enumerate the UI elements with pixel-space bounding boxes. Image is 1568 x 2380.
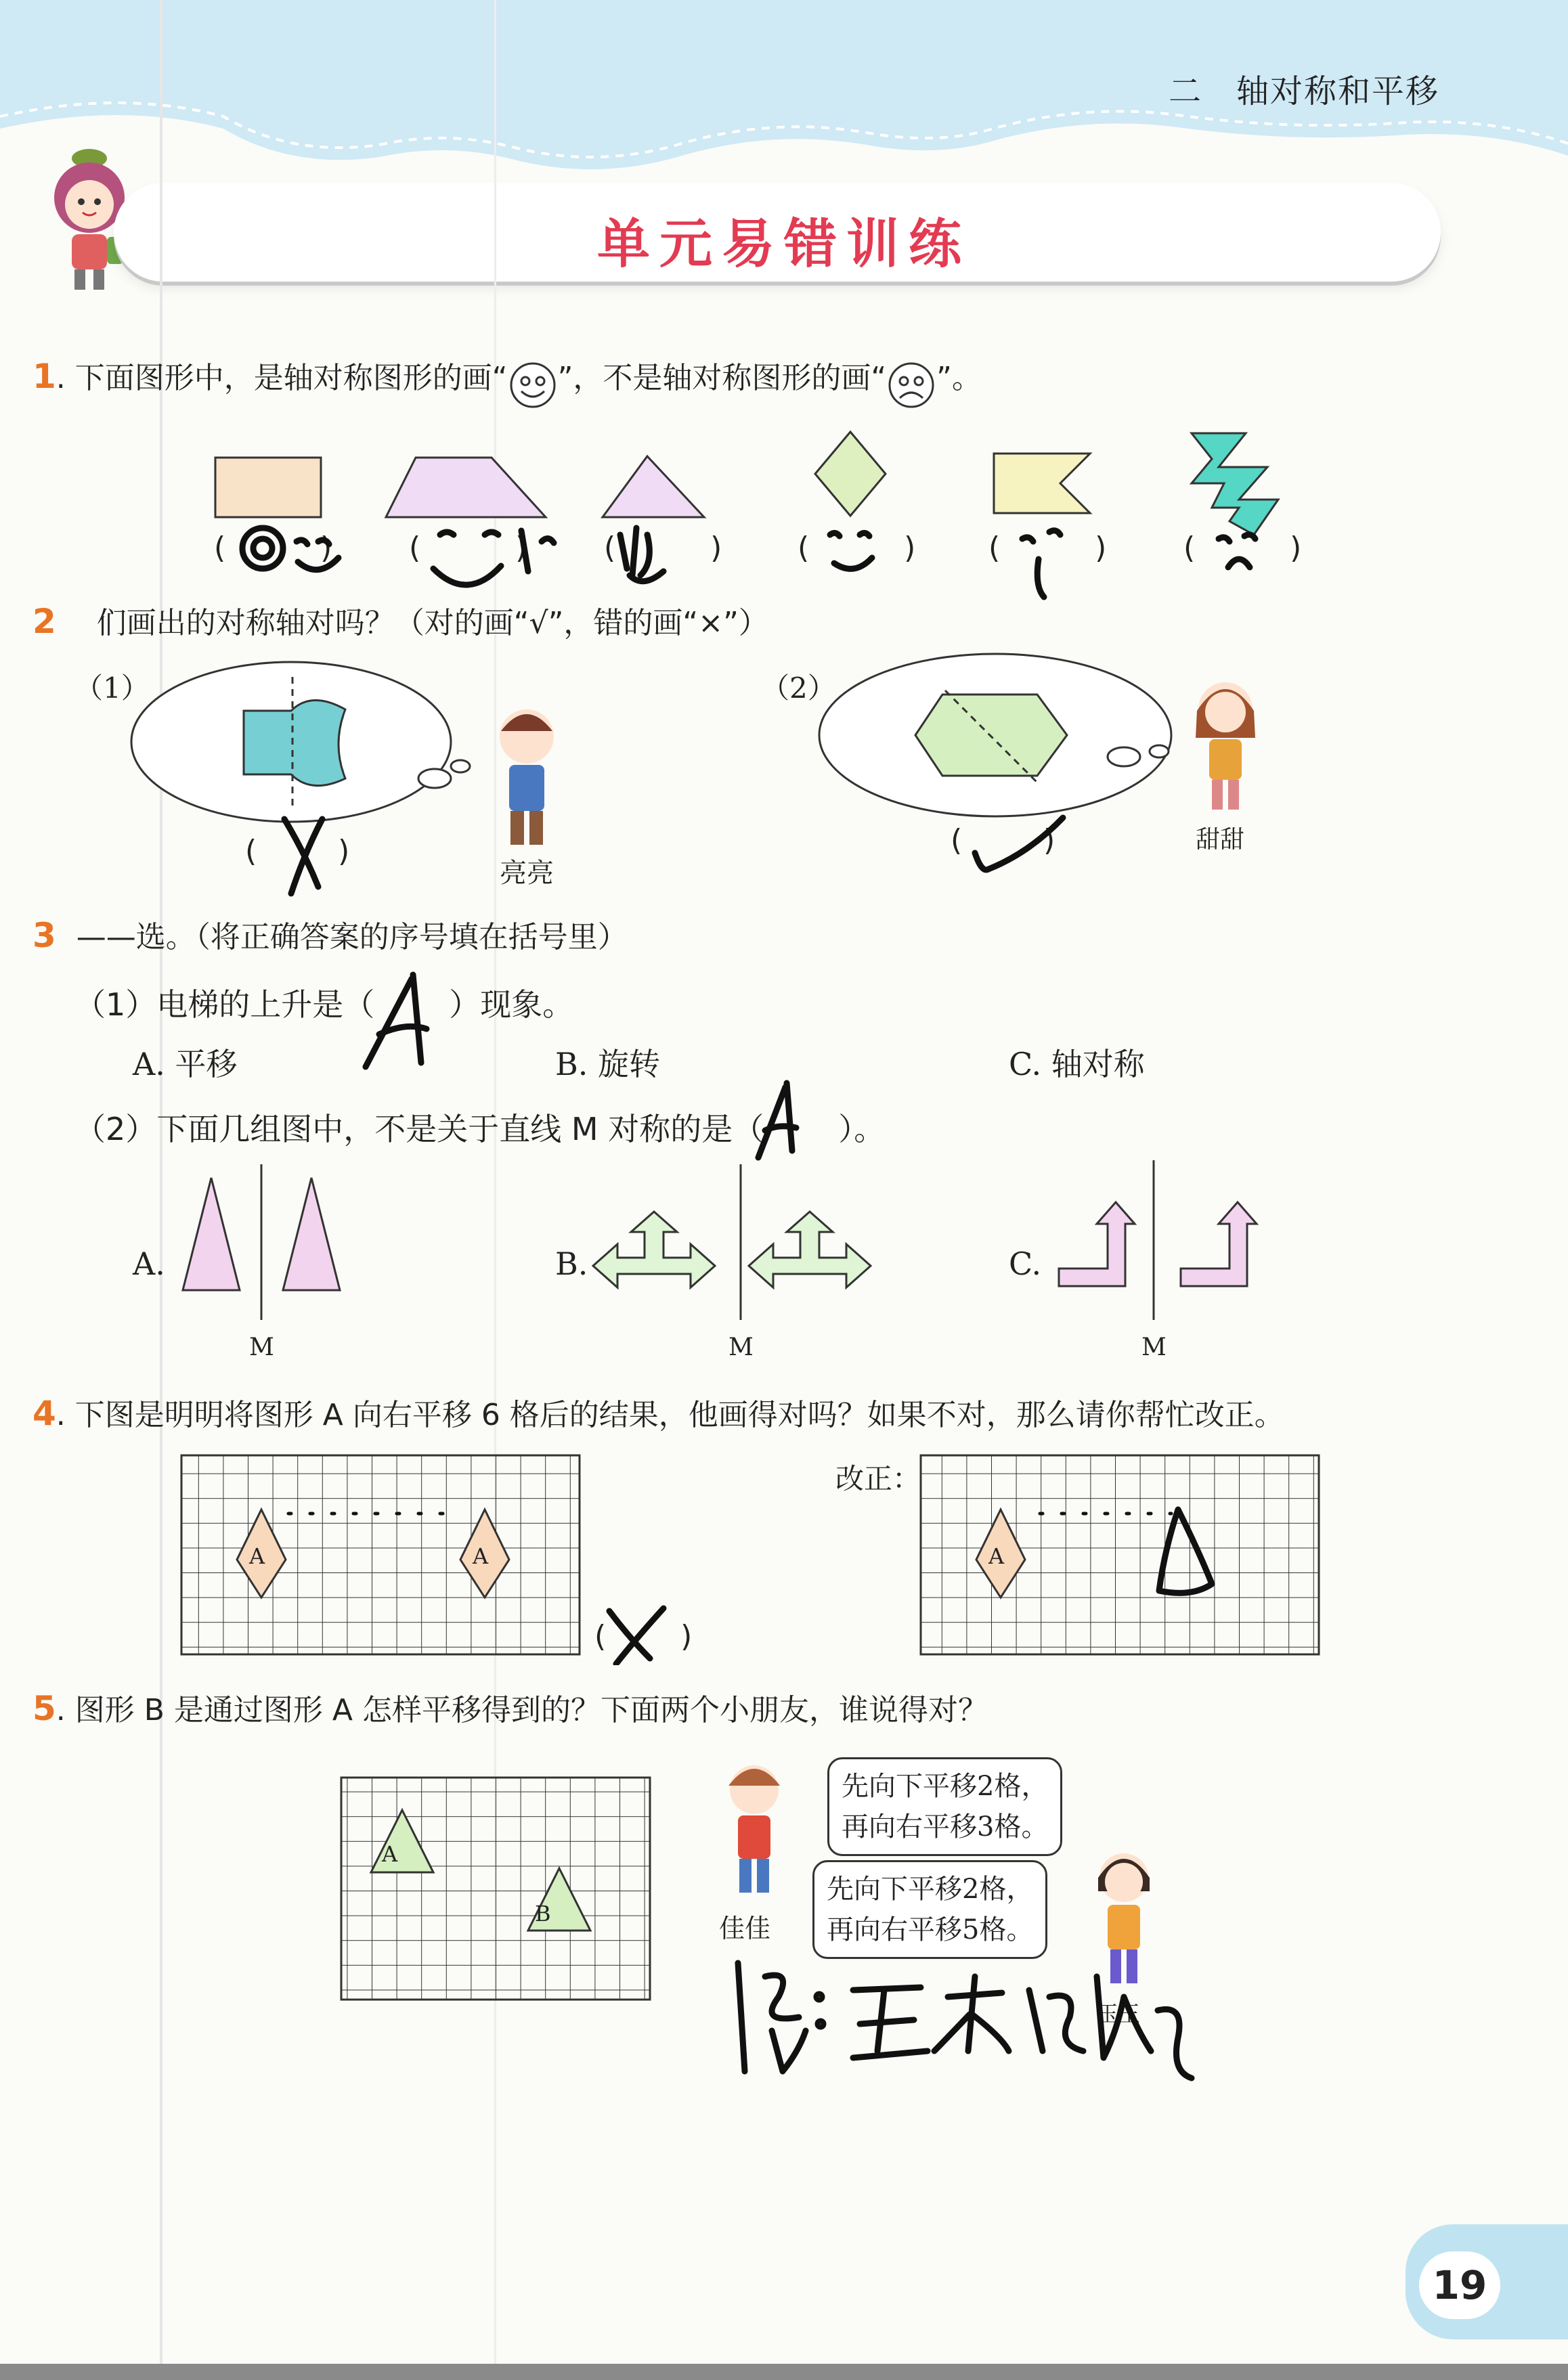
answer-paren: ( ) xyxy=(951,823,1055,858)
question-number: 4 xyxy=(32,1394,56,1433)
speech-bubble: 先向下平移2格， 再向右平移3格。 xyxy=(827,1757,1062,1856)
character-name: 亮亮 xyxy=(500,858,554,889)
question-text: ”。 xyxy=(936,361,982,395)
question-2 xyxy=(32,598,768,642)
question-5 xyxy=(32,1685,988,1729)
question-number: 1 xyxy=(32,357,56,396)
shape-label: A xyxy=(988,1543,1005,1569)
q4-grids xyxy=(0,1449,1568,1665)
question-1 xyxy=(32,353,982,410)
correction-label: 改正： xyxy=(835,1462,921,1495)
answer-paren: ( ) xyxy=(604,531,722,565)
part-label: （1） xyxy=(74,671,150,705)
question-text: . 下图是明明将图形 A 向右平移 6 格后的结果，他画得对吗？如果不对，那么请你帮忙改正。 xyxy=(56,1398,1284,1432)
question-text: ”，不是轴对称图形的画“ xyxy=(557,361,887,395)
smiley-face-icon xyxy=(508,360,558,410)
line-label: M xyxy=(1141,1334,1167,1361)
shape-label: A xyxy=(382,1841,398,1867)
boy-character-icon xyxy=(718,1756,792,1905)
arrow-shape xyxy=(749,1212,871,1287)
shape-label: B xyxy=(535,1901,551,1926)
triangle-shape xyxy=(283,1178,340,1290)
unit-title: 单元易错训练 xyxy=(596,214,971,275)
character-name: 甜甜 xyxy=(1196,826,1245,854)
l-arrow-shape xyxy=(1059,1202,1135,1286)
question-text: 们画出的对称轴对吗？（对的画“√”，错的画“×”） xyxy=(96,606,768,640)
frowning-face-icon xyxy=(886,360,936,410)
speech-bubble: 先向下平移2格， 再向右平移5格。 xyxy=(812,1860,1047,1959)
character-name: 玉玉 xyxy=(1097,2001,1141,2027)
vase-shape xyxy=(244,700,345,785)
part-label: （2） xyxy=(761,671,836,705)
answer-paren: ( ) xyxy=(409,531,527,565)
shape-label: A xyxy=(473,1543,489,1569)
girl-character-icon xyxy=(1185,677,1266,819)
handwritten-answer-q5 xyxy=(718,1949,1205,2125)
shape-label: A xyxy=(249,1543,265,1569)
sub-question-1: （1）电梯的上升是（ ）现象。 xyxy=(74,986,574,1023)
l-arrow-shape xyxy=(1181,1202,1257,1286)
arrow-shape xyxy=(593,1212,715,1287)
option-b: B. xyxy=(555,1246,588,1282)
answer-paren: ( ) xyxy=(594,1619,693,1654)
question-text: . 图形 B 是通过图形 A 怎样平移得到的？下面两个小朋友，谁说得对？ xyxy=(56,1693,988,1727)
q3-option-figures xyxy=(0,1158,1568,1361)
question-number: 2 xyxy=(32,602,56,641)
answer-paren: ( ) xyxy=(245,834,350,868)
triangle-shape xyxy=(183,1178,240,1290)
question-number: 5 xyxy=(32,1689,56,1728)
question-text: 选。（将正确答案的序号填在括号里） xyxy=(135,920,628,954)
answer-paren: ( ) xyxy=(1183,531,1302,565)
question-text: . 下面图形中，是轴对称图形的画“ xyxy=(56,361,508,395)
line-label: M xyxy=(728,1334,754,1361)
handwritten-answers-q1 xyxy=(0,501,1568,609)
grid xyxy=(341,1778,650,2000)
answer-paren: ( ) xyxy=(798,531,916,565)
blank-dash: —— xyxy=(76,920,136,954)
answer-paren: ( ) xyxy=(988,531,1107,565)
option-c: C. 轴对称 xyxy=(1009,1046,1145,1082)
bottom-edge xyxy=(0,2364,1568,2380)
question-4 xyxy=(32,1390,1284,1434)
option-a: A. xyxy=(133,1246,165,1282)
option-b: B. 旋转 xyxy=(555,1046,661,1082)
chapter-title: 二 轴对称和平移 xyxy=(1168,72,1439,110)
page-number: 19 xyxy=(1419,2251,1500,2319)
question-number: 3 xyxy=(32,916,56,955)
line-label: M xyxy=(249,1334,274,1361)
answer-paren: ( ) xyxy=(214,531,332,565)
handwritten-answers-q3 xyxy=(0,934,1568,1178)
option-a: A. 平移 xyxy=(133,1046,238,1082)
handwritten-answers-q2 xyxy=(0,799,1568,907)
character-name: 佳佳 xyxy=(719,1914,771,1943)
sub-question-2: （2）下面几组图中，不是关于直线 M 对称的是（ ）。 xyxy=(74,1111,886,1147)
option-c: C. xyxy=(1009,1246,1042,1282)
